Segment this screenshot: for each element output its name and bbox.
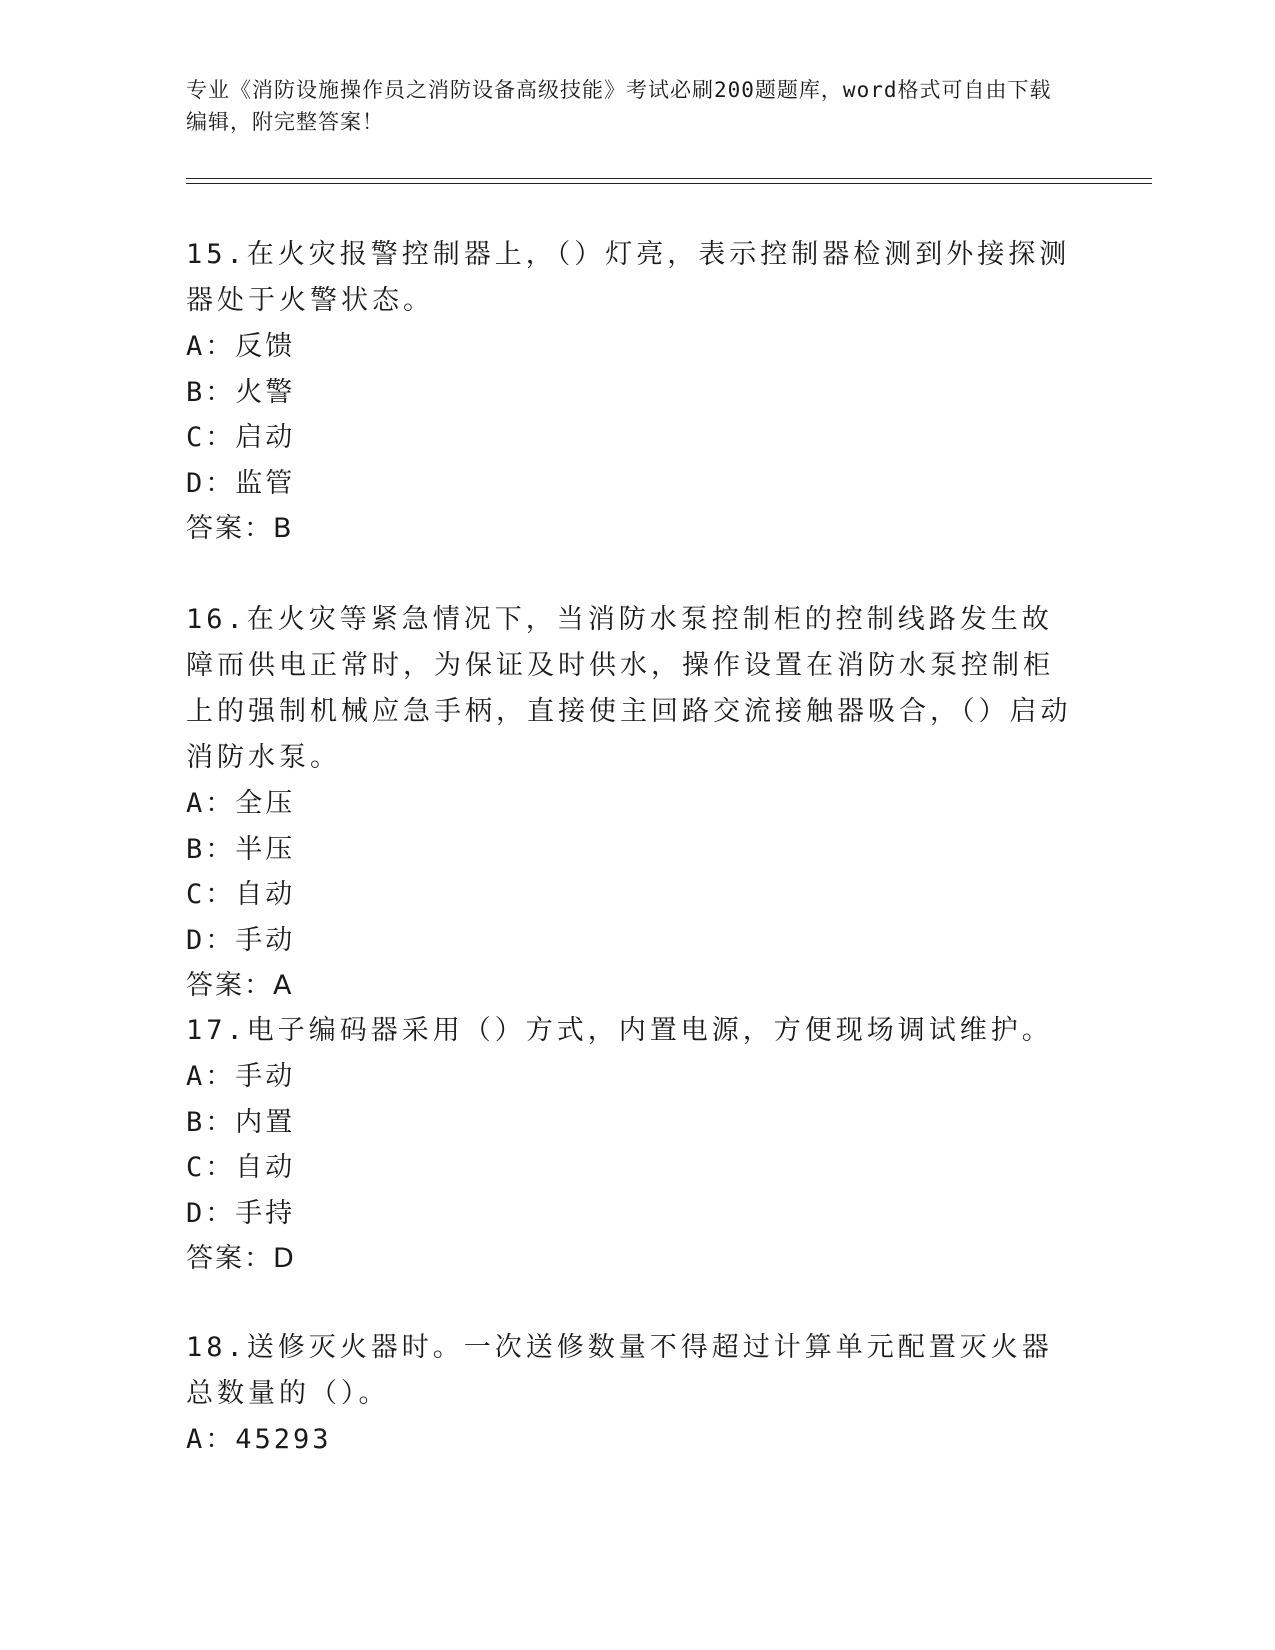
question-16 [186, 597, 1076, 1009]
option-d: D：手持 [186, 1197, 296, 1229]
question-stem: 16.在火灾等紧急情况下，当消防水泵控制柜的控制线路发生故障而供电正常时，为保证及时供水，操作设置在消防水泵控制柜上的强制机械应急手柄，直接使主回路交流接触器吸合，（）启动消防水泵。 [186, 604, 1072, 773]
option-b: B：半压 [186, 833, 296, 865]
question-17 [186, 1008, 1076, 1282]
option-a: A：手动 [186, 1061, 296, 1092]
option-c: C：自动 [186, 879, 296, 910]
question-stem: 15.在火灾报警控制器上，（）灯亮，表示控制器检测到外接探测器处于火警状态。 [186, 239, 1071, 316]
header-divider-bottom [186, 183, 1152, 184]
answer: 答案：D [186, 1243, 296, 1274]
question-stem: 17.电子编码器采用（）方式，内置电源，方便现场调试维护。 [186, 1015, 1053, 1046]
header-divider-top [186, 178, 1152, 179]
option-d: D：手动 [186, 924, 296, 956]
question-15 [186, 232, 1076, 552]
option-c: C：自动 [186, 1152, 296, 1183]
answer: 答案：A [186, 970, 294, 1001]
option-d: D：监管 [186, 467, 296, 499]
option-c: C：启动 [186, 422, 296, 453]
document-header: 专业《消防设施操作员之消防设备高级技能》考试必刷200题题库，word格式可自由下载编辑，附完整答案！ [186, 78, 1052, 134]
option-a: A：全压 [186, 788, 296, 819]
option-a: A：45293 [186, 1424, 332, 1455]
option-a: A：反馈 [186, 331, 296, 362]
question-stem: 18.送修灭火器时。一次送修数量不得超过计算单元配置灭火器总数量的（）。 [186, 1332, 1053, 1409]
option-b: B：火警 [186, 376, 296, 408]
answer: 答案：B [186, 513, 294, 544]
option-b: B：内置 [186, 1106, 296, 1138]
question-18 [186, 1325, 1076, 1463]
